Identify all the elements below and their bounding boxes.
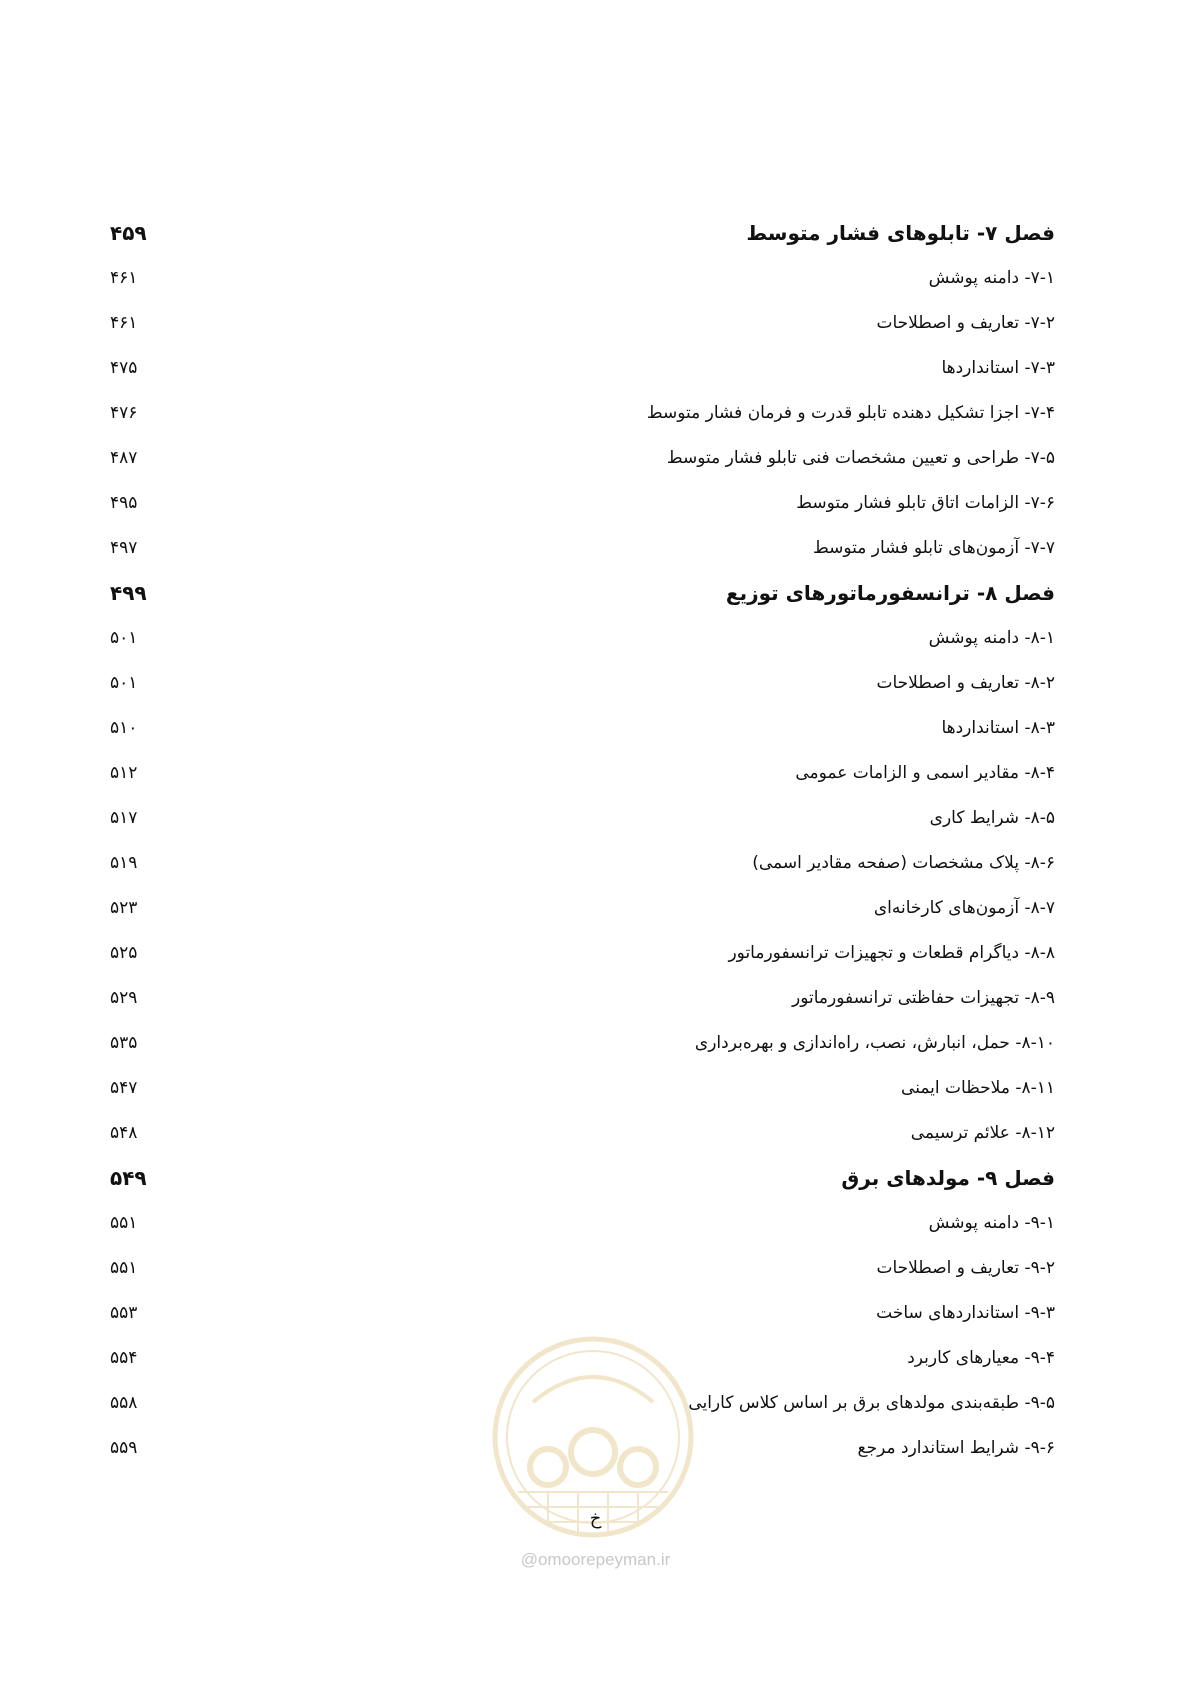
toc-entry-title: ۹-۱- دامنه پوشش [928,1212,1055,1233]
toc-entry-title: ۹-۲- تعاریف و اصطلاحات [876,1257,1055,1278]
toc-entry-title: ۸-۸- دیاگرام قطعات و تجهیزات ترانسفورماتور [728,942,1055,963]
toc-section-row [110,525,1055,570]
toc-entry-title: ۷-۶- الزامات اتاق تابلو فشار متوسط [796,492,1055,513]
toc-entry-page: ۵۱۹ [110,852,138,873]
toc-entry-title: ۹-۶- شرایط استاندارد مرجع [857,1437,1055,1458]
toc-section-row [110,480,1055,525]
toc-entry-title: فصل ۸- ترانسفورماتورهای توزیع [725,580,1055,605]
toc-entry-title: ۸-۱- دامنه پوشش [928,627,1055,648]
toc-entry-page: ۵۵۸ [110,1392,138,1413]
toc-entry-page: ۴۷۵ [110,357,138,378]
toc-entry-title: ۸-۱۲- علائم ترسیمی [910,1122,1055,1143]
toc-entry-page: ۵۲۵ [110,942,138,963]
toc-entry-title: ۸-۱۰- حمل، انبارش، نصب، راه‌اندازی و بهره‌برداری [694,1032,1055,1053]
toc-entry-page: ۴۹۷ [110,537,138,558]
toc-section-row [110,1245,1055,1290]
toc-entry-page: ۵۵۱ [110,1257,138,1278]
toc-entry-title: ۸-۳- استانداردها [941,717,1055,738]
toc-section-row [110,345,1055,390]
toc-entry-page: ۴۶۱ [110,267,138,288]
toc-entry-title: ۷-۴- اجزا تشکیل دهنده تابلو قدرت و فرمان فشار متوسط [646,402,1055,423]
toc-entry-page: ۵۱۲ [110,762,138,783]
toc-entry-title: فصل ۹- مولدهای برق [841,1165,1055,1190]
toc-section-row [110,1065,1055,1110]
toc-entry-title: ۷-۵- طراحی و تعیین مشخصات فنی تابلو فشار متوسط [666,447,1055,468]
toc-entry-title: ۹-۴- معیارهای کاربرد [907,1347,1055,1368]
toc-entry-title: ۹-۵- طبقه‌بندی مولدهای برق بر اساس کلاس کارایی [688,1392,1055,1413]
toc-chapter-row [110,210,1055,255]
toc-entry-page: ۵۰۱ [110,627,138,648]
toc-entry-page: ۵۵۳ [110,1302,138,1323]
toc-section-row [110,1200,1055,1245]
toc-entry-page: ۵۵۹ [110,1437,138,1458]
toc-entry-page: ۵۰۱ [110,672,138,693]
toc-entry-page: ۴۸۷ [110,447,138,468]
toc-section-row [110,1290,1055,1335]
toc-entry-title: ۸-۴- مقادیر اسمی و الزامات عمومی [795,762,1055,783]
toc-entry-page: ۵۲۳ [110,897,138,918]
toc-entry-page: ۵۱۷ [110,807,138,828]
toc-section-row [110,795,1055,840]
toc-entry-title: ۹-۳- استانداردهای ساخت [876,1302,1055,1323]
toc-section-row [110,1020,1055,1065]
toc-entry-page: ۵۳۵ [110,1032,138,1053]
toc-entry-title: فصل ۷- تابلوهای فشار متوسط [746,220,1055,245]
toc-entry-page: ۴۷۶ [110,402,138,423]
toc-section-row [110,435,1055,480]
toc-chapter-row [110,1155,1055,1200]
toc-section-row [110,255,1055,300]
toc-section-row [110,930,1055,975]
toc-entry-page: ۴۵۹ [110,220,147,245]
toc-entry-page: ۵۴۸ [110,1122,138,1143]
toc-section-row [110,1110,1055,1155]
toc-section-row [110,705,1055,750]
toc-entry-page: ۵۲۹ [110,987,138,1008]
toc-entry-page: ۵۴۷ [110,1077,138,1098]
toc-entry-page: ۵۵۴ [110,1347,138,1368]
toc-entry-title: ۸-۹- تجهیزات حفاظتی ترانسفورماتور [792,987,1055,1008]
toc-entry-title: ۸-۵- شرایط کاری [929,807,1055,828]
toc-section-row [110,840,1055,885]
toc-entry-title: ۷-۷- آزمون‌های تابلو فشار متوسط [812,537,1055,558]
toc-entry-page: ۵۵۱ [110,1212,138,1233]
page-number: خ [589,1508,602,1529]
toc-entry-page: ۴۹۵ [110,492,138,513]
toc-section-row [110,660,1055,705]
toc-section-row [110,390,1055,435]
toc-section-row [110,300,1055,345]
toc-entry-title: ۸-۶- پلاک مشخصات (صفحه مقادیر اسمی) [752,852,1055,873]
toc-section-row [110,885,1055,930]
toc-chapter-row [110,570,1055,615]
toc-entry-page: ۴۹۹ [110,580,147,605]
toc-entry-title: ۸-۱۱- ملاحظات ایمنی [901,1077,1055,1098]
toc-entry-page: ۵۴۹ [110,1165,147,1190]
watermark-url: @omoorepeyman.ir [520,1550,671,1569]
toc-entry-title: ۸-۲- تعاریف و اصطلاحات [876,672,1055,693]
toc-entry-title: ۷-۲- تعاریف و اصطلاحات [876,312,1055,333]
toc-section-row [110,750,1055,795]
toc-entry-title: ۷-۳- استانداردها [941,357,1055,378]
toc-entry-page: ۵۱۰ [110,717,138,738]
toc-entry-title: ۷-۱- دامنه پوشش [928,267,1055,288]
toc-entry-page: ۴۶۱ [110,312,138,333]
toc-section-row [110,975,1055,1020]
toc-entry-title: ۸-۷- آزمون‌های کارخانه‌ای [873,897,1055,918]
toc-section-row [110,615,1055,660]
table-of-contents [110,210,1055,1470]
